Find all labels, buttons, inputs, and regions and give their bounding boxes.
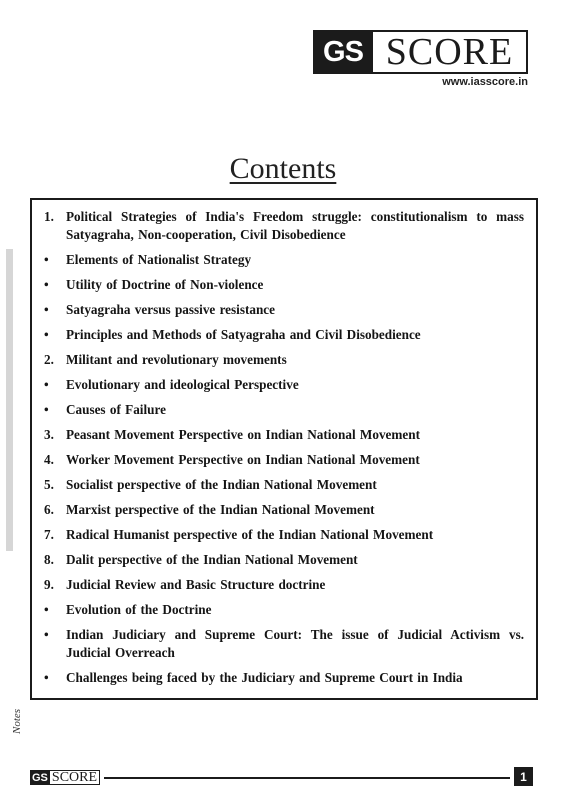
- footer-logo: [30, 770, 100, 785]
- contents-item-marker: •: [44, 670, 49, 685]
- footer-rule: [104, 777, 510, 779]
- contents-item-text: Challenges being faced by the Judiciary and Supreme Court in India: [66, 670, 463, 685]
- contents-item-marker: •: [44, 302, 49, 317]
- contents-item: [44, 301, 524, 319]
- contents-item-text: Worker Movement Perspective on Indian National Movement: [66, 452, 420, 467]
- contents-item: [44, 251, 524, 269]
- contents-item: [44, 208, 524, 244]
- footer-logo-gs: GS: [32, 771, 48, 784]
- contents-item-marker: •: [44, 327, 49, 342]
- contents-item: [44, 351, 524, 369]
- contents-item-marker: 1.: [44, 209, 54, 224]
- contents-item: [44, 451, 524, 469]
- contents-item-marker: •: [44, 402, 49, 417]
- contents-item: [44, 526, 524, 544]
- footer-logo-score: SCORE: [50, 770, 100, 785]
- contents-item-text: Indian Judiciary and Supreme Court: The issue of Judicial Activism vs. Judicial Overreach: [66, 627, 524, 660]
- contents-item: [44, 376, 524, 394]
- contents-item: [44, 276, 524, 294]
- logo-score-block: SCORE: [373, 30, 528, 74]
- contents-item-marker: 9.: [44, 577, 54, 592]
- contents-item: [44, 326, 524, 344]
- contents-item: [44, 401, 524, 419]
- contents-item-text: Militant and revolutionary movements: [66, 352, 287, 367]
- contents-item-text: Political Strategies of India's Freedom struggle: constitutionalism to mass Satyagraha, Non-cooperation, Civil Disobedience: [66, 209, 524, 242]
- page-number: 1: [514, 767, 533, 786]
- contents-item: [44, 626, 524, 662]
- contents-item-text: Causes of Failure: [66, 402, 166, 417]
- contents-item-marker: •: [44, 377, 49, 392]
- contents-item-marker: 4.: [44, 452, 54, 467]
- contents-item-text: Marxist perspective of the Indian National Movement: [66, 502, 375, 517]
- contents-list: [44, 208, 524, 687]
- contents-item-text: Radical Humanist perspective of the Indian National Movement: [66, 527, 434, 542]
- contents-item-text: Peasant Movement Perspective on Indian National Movement: [66, 427, 420, 442]
- contents-item-text: Evolution of the Doctrine: [66, 602, 212, 617]
- logo-gs-text: GS: [323, 35, 363, 68]
- contents-item-marker: •: [44, 277, 49, 292]
- contents-item-text: Utility of Doctrine of Non-violence: [66, 277, 264, 292]
- page-title-text: Contents: [229, 152, 337, 185]
- contents-item-marker: 6.: [44, 502, 54, 517]
- contents-item-marker: 3.: [44, 427, 54, 442]
- contents-item-text: Elements of Nationalist Strategy: [66, 252, 252, 267]
- contents-item: [44, 426, 524, 444]
- notes-label: Notes: [11, 708, 23, 734]
- logo-gs-block: [313, 30, 373, 74]
- contents-item-marker: •: [44, 627, 49, 642]
- side-margin-strip: [6, 249, 13, 551]
- contents-item-text: Evolutionary and ideological Perspective: [66, 377, 299, 392]
- contents-item-marker: 2.: [44, 352, 54, 367]
- contents-item-marker: 8.: [44, 552, 54, 567]
- contents-item-marker: 5.: [44, 477, 54, 492]
- page-title: [0, 152, 566, 186]
- contents-item-text: Socialist perspective of the Indian National Movement: [66, 477, 377, 492]
- contents-item-text: Judicial Review and Basic Structure doctrine: [66, 577, 326, 592]
- contents-item-marker: •: [44, 252, 49, 267]
- contents-item-marker: •: [44, 602, 49, 617]
- contents-item: [44, 551, 524, 569]
- contents-item: [44, 576, 524, 594]
- website-url: www.iasscore.in: [442, 76, 528, 88]
- contents-item: [44, 501, 524, 519]
- contents-box: [30, 198, 538, 700]
- contents-item-text: Satyagraha versus passive resistance: [66, 302, 275, 317]
- gs-score-logo: [313, 30, 528, 74]
- contents-item-marker: 7.: [44, 527, 54, 542]
- contents-item: [44, 476, 524, 494]
- contents-item-text: Principles and Methods of Satyagraha and Civil Disobedience: [66, 327, 421, 342]
- contents-item: [44, 601, 524, 619]
- contents-item: [44, 669, 524, 687]
- contents-item-text: Dalit perspective of the Indian National Movement: [66, 552, 358, 567]
